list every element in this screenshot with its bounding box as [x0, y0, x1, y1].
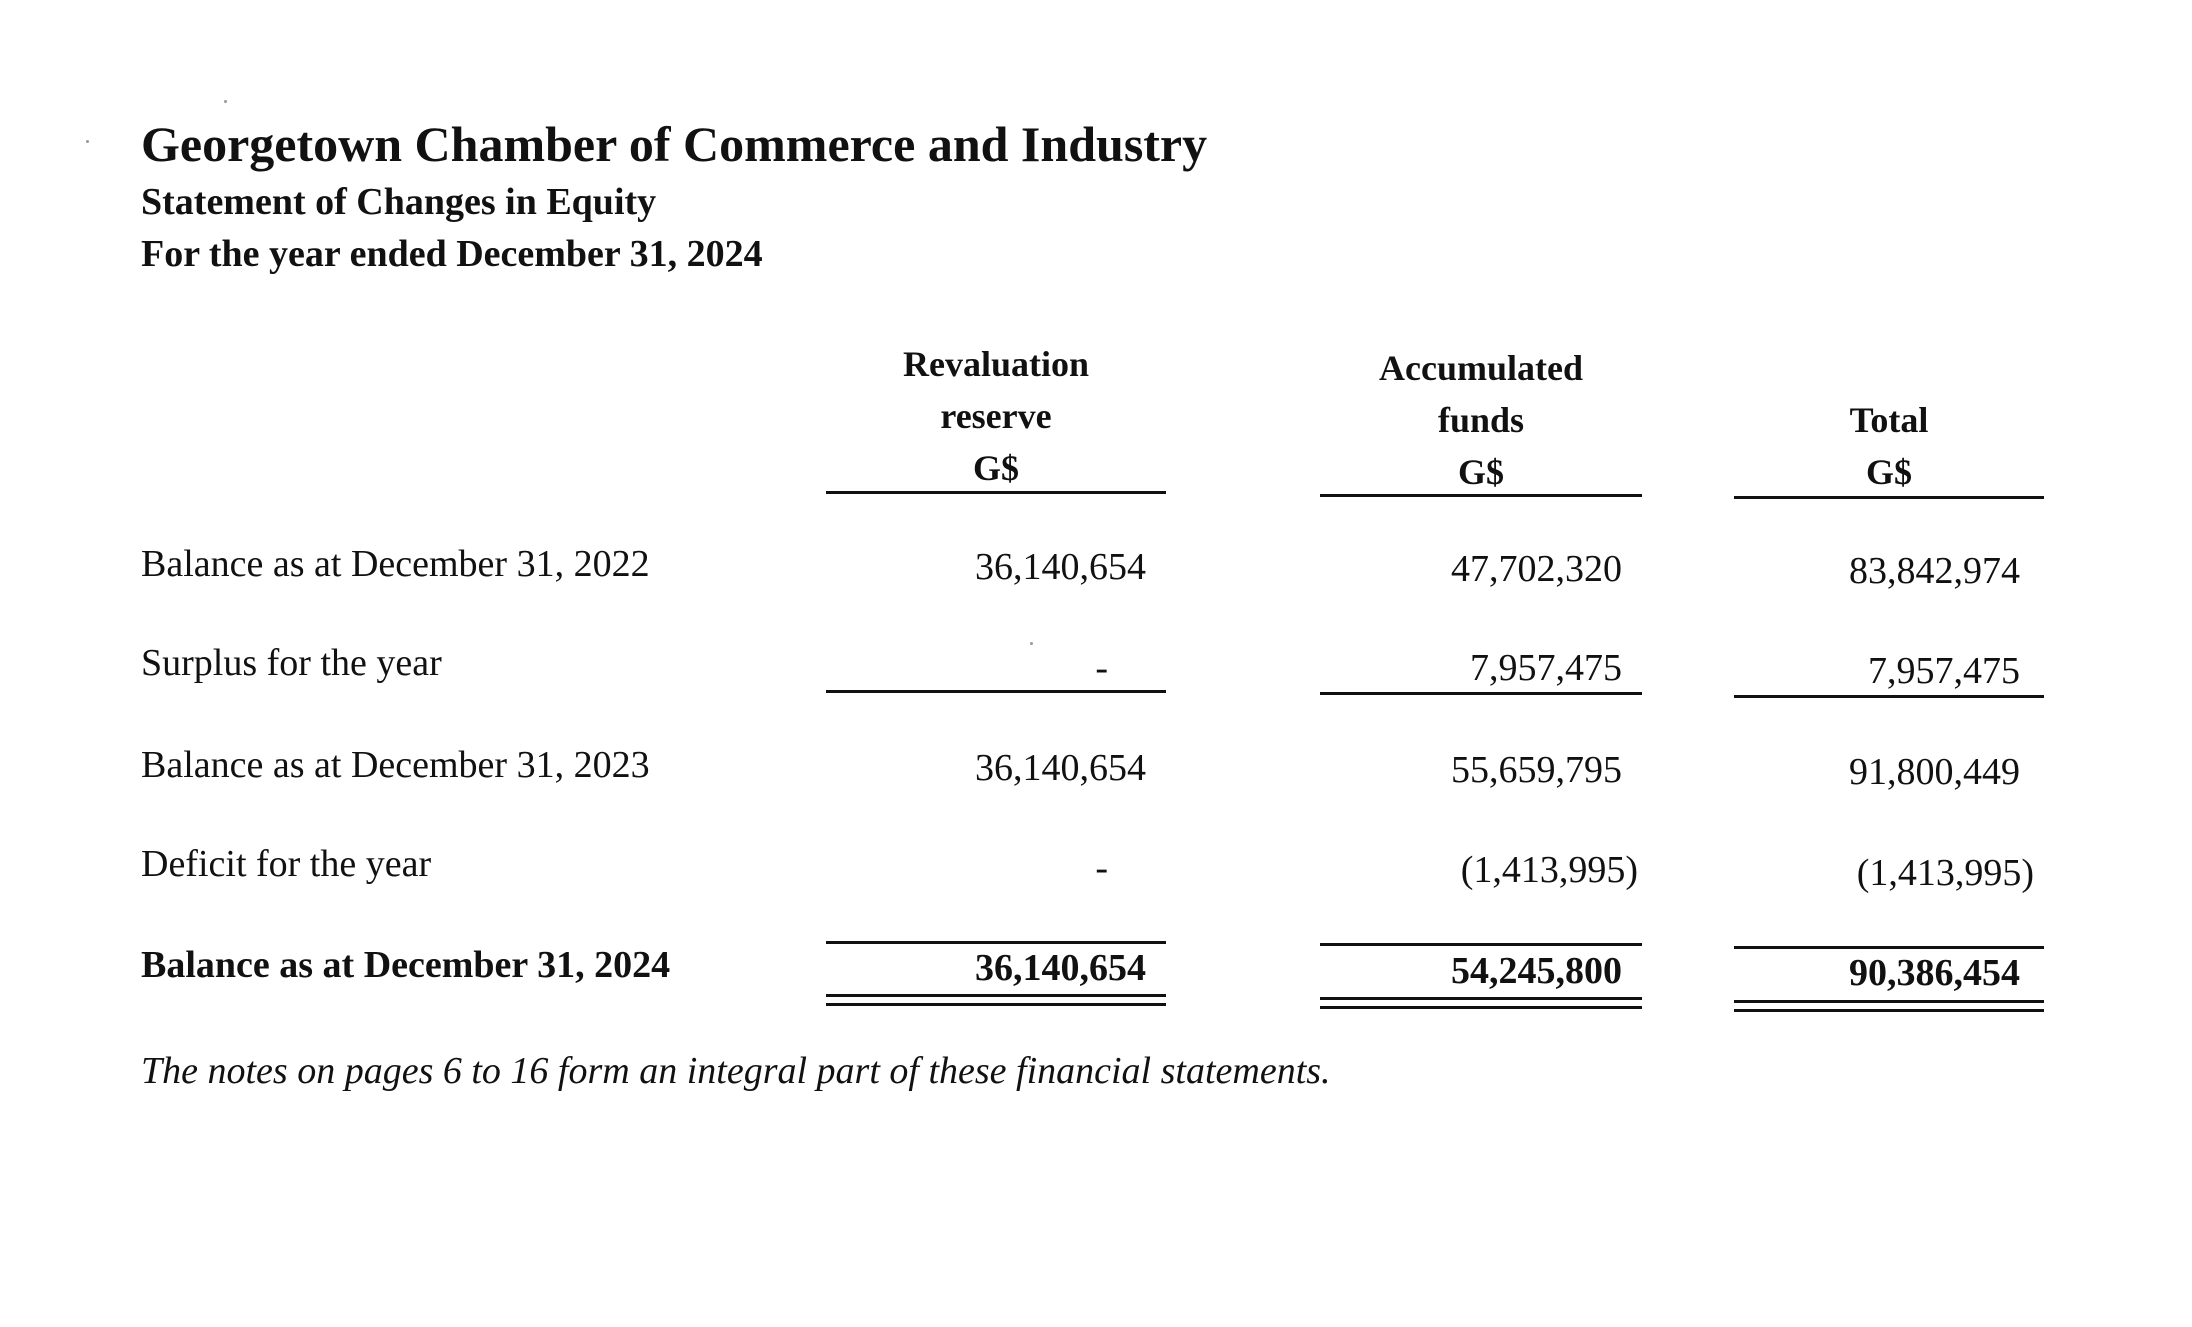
total-top-rule — [1320, 943, 1642, 946]
row-label-surplus: Surplus for the year — [141, 642, 442, 684]
cell-value-total: 36,140,654 — [975, 947, 1146, 989]
column-header-line2: funds — [1437, 400, 1525, 440]
cell-value: - — [1095, 847, 1108, 889]
column-header-line1: Revaluation — [902, 344, 1089, 384]
double-underline — [1734, 1000, 2044, 1012]
cell-value: 7,957,475 — [1868, 650, 2020, 692]
column-header-total — [1734, 342, 2044, 498]
double-underline — [1320, 997, 1642, 1009]
statement-title: Statement of Changes in Equity — [141, 181, 657, 223]
total-top-rule — [826, 941, 1166, 944]
cell-value: 55,659,795 — [1451, 749, 1622, 791]
column-header-line1 — [1734, 342, 2044, 394]
column-header-currency: G$ — [1865, 452, 1912, 492]
cell-value: 91,800,449 — [1849, 751, 2020, 793]
scan-speck — [1030, 642, 1033, 645]
row-label-balance-2022: Balance as at December 31, 2022 — [141, 543, 650, 585]
cell-value-total: 54,245,800 — [1451, 950, 1622, 992]
column-header-accumulated-funds — [1320, 342, 1642, 498]
statement-period: For the year ended December 31, 2024 — [141, 233, 763, 275]
header-underline — [826, 491, 1166, 494]
double-underline — [826, 994, 1166, 1006]
footnote: The notes on pages 6 to 16 form an integral part of these financial statements. — [141, 1050, 1331, 1092]
cell-value: 36,140,654 — [975, 546, 1146, 588]
cell-value: - — [1095, 647, 1108, 689]
scan-speck — [86, 140, 89, 143]
row-label-balance-2023: Balance as at December 31, 2023 — [141, 744, 650, 786]
organization-name: Georgetown Chamber of Commerce and Industry — [141, 116, 1208, 172]
column-header-line2: Total — [1849, 400, 1929, 440]
column-header-line2: reserve — [940, 396, 1052, 436]
subtotal-rule — [1320, 692, 1642, 695]
header-underline — [1734, 496, 2044, 499]
subtotal-rule — [1734, 695, 2044, 698]
column-header-revaluation-reserve — [826, 338, 1166, 494]
cell-value: 36,140,654 — [975, 747, 1146, 789]
cell-value-total: 90,386,454 — [1849, 952, 2020, 994]
column-header-currency: G$ — [972, 448, 1019, 488]
subtotal-rule — [826, 690, 1166, 693]
scan-speck — [224, 100, 227, 103]
cell-value: (1,413,995) — [1856, 852, 2034, 894]
cell-value: 83,842,974 — [1849, 550, 2020, 592]
cell-value: 7,957,475 — [1470, 647, 1622, 689]
column-header-currency: G$ — [1457, 452, 1504, 492]
cell-value: (1,413,995) — [1460, 849, 1638, 891]
row-label-balance-2024: Balance as at December 31, 2024 — [141, 944, 671, 986]
cell-value: 47,702,320 — [1451, 548, 1622, 590]
row-label-deficit: Deficit for the year — [141, 843, 432, 885]
header-underline — [1320, 494, 1642, 497]
total-top-rule — [1734, 946, 2044, 949]
column-header-line1: Accumulated — [1379, 348, 1583, 388]
